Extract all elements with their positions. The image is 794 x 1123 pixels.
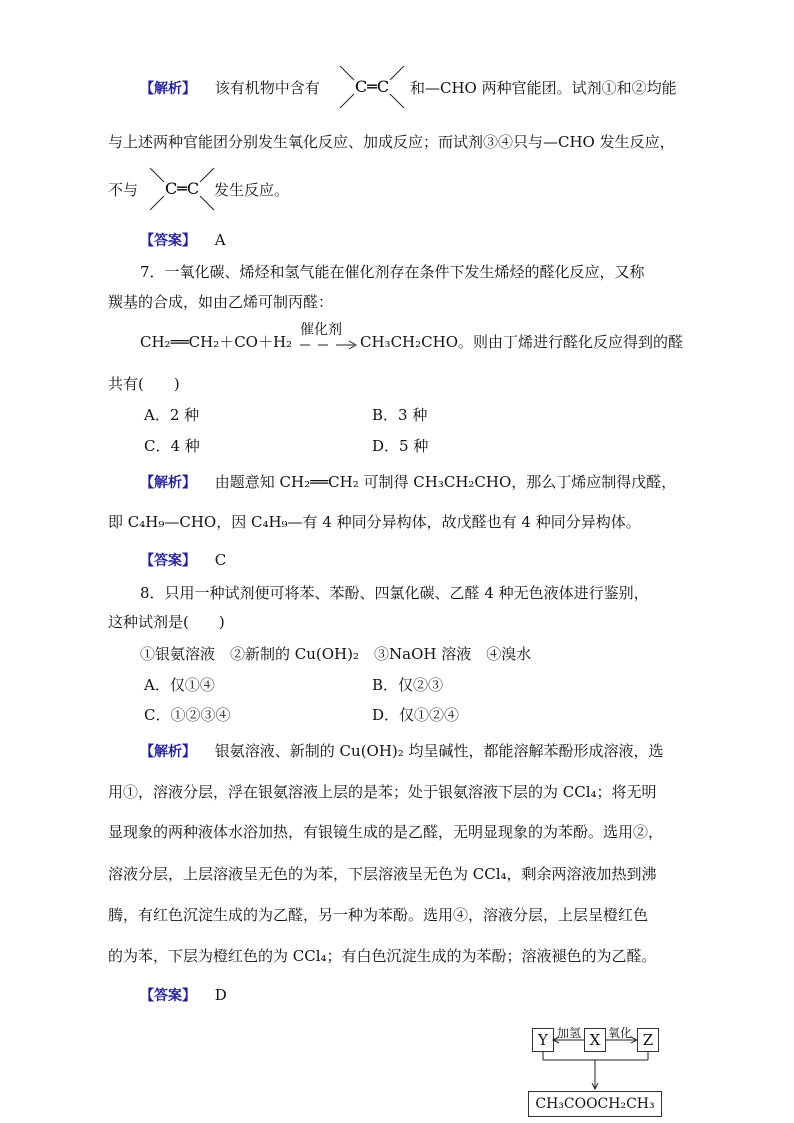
oxidation-label: 氧化: [608, 1026, 633, 1040]
q8-analysis-line-6: 的为苯，下层为橙红色的为 CCl₄；有白色沉淀生成的为苯酚；溶液褪色的为乙醛。: [108, 947, 657, 965]
q6-answer: A: [214, 231, 226, 249]
q7-stem-line-4: 共有( ): [108, 375, 180, 393]
q6-analysis-line-1: [140, 78, 320, 99]
alkene-structure-icon: [336, 62, 408, 112]
q7-equation-right: CH₃CH₂CHO。则由丁烯进行醛化反应得到的醛: [360, 333, 683, 351]
cc-label-2: C═C: [164, 179, 200, 198]
q7-analysis-text: 由题意知 CH₂══CH₂ 可制得 CH₃CH₂CHO，那么丁烯应制得戊醛，: [214, 473, 677, 491]
q8-option-b: B．仅②③: [372, 676, 444, 694]
q7-option-b: B．3 种: [372, 406, 428, 424]
q8-analysis-text: 银氨溶液、新制的 Cu(OH)₂ 均呈碱性，都能溶解苯酚形成溶液，选: [214, 742, 664, 760]
q6-analysis-line-3-pre: 不与: [108, 181, 139, 199]
hydrogenation-label: 加氢: [557, 1026, 582, 1040]
q6-analysis-text-post: 和—CHO 两种官能团。试剂①和②均能: [410, 79, 677, 97]
q8-analysis-line-3: 显现象的两种液体水浴加热，有银镜生成的是乙醛，无明显现象的为苯酚。选用②，: [108, 823, 664, 841]
q7-catalyst: 催化剂: [300, 322, 342, 338]
q8-analysis-line-1: [140, 741, 664, 762]
analysis-tag: 【解析】: [140, 81, 196, 97]
q7-stem-line-1: 7．一氧化碳、烯烃和氢气能在催化剂存在条件下发生烯烃的醛化反应，又称: [140, 263, 645, 281]
compound-z-box: Z: [637, 1028, 659, 1052]
analysis-tag: 【解析】: [140, 475, 196, 491]
diagram-arrows-icon: [520, 1036, 670, 1096]
q6-answer-line: [140, 230, 226, 251]
q8-option-d: D．仅①②④: [372, 706, 460, 724]
q6-analysis-line-3-post: 发生反应。: [214, 181, 290, 199]
q8-answer-line: [140, 985, 227, 1006]
alkene-structure-icon-2: [146, 164, 218, 214]
answer-tag: 【答案】: [140, 988, 196, 1004]
q7-stem-line-2: 羰基的合成，如由乙烯可制丙醛：: [108, 293, 334, 311]
compound-y-box: Y: [532, 1028, 554, 1052]
q8-stem-line-2: 这种试剂是( ): [108, 613, 225, 631]
q7-analysis-line-2: 即 C₄H₉—CHO，因 C₄H₉—有 4 种同分异构体，故戊醛也有 4 种同分异构体。: [108, 513, 641, 531]
reaction-arrow-icon: [298, 338, 360, 352]
q8-analysis-line-4: 溶液分层，上层溶液呈无色的为苯，下层溶液呈无色为 CCl₄，剩余两溶液加热到沸: [108, 865, 657, 883]
cc-label: C═C: [354, 77, 390, 96]
q8-option-c: C．①②③④: [144, 706, 231, 724]
q7-answer: C: [214, 551, 227, 569]
q7-option-d: D．5 种: [372, 437, 429, 455]
answer-tag: 【答案】: [140, 553, 196, 569]
q7-answer-line: [140, 550, 226, 571]
product-box: CH₃COOCH₂CH₃: [528, 1091, 662, 1117]
q7-analysis-line-1: [140, 472, 676, 493]
q7-option-a: A．2 种: [144, 406, 200, 424]
q8-answer: D: [214, 986, 227, 1004]
q8-stem-line-1: 8．只用一种试剂便可将苯、苯酚、四氯化碳、乙醛 4 种无色液体进行鉴别，: [140, 584, 649, 602]
q8-option-a: A．仅①④: [144, 676, 215, 694]
q7-equation-left: CH₂══CH₂＋CO＋H₂: [140, 333, 293, 351]
compound-x-box: X: [584, 1028, 606, 1052]
q8-analysis-line-2: 用①，溶液分层，浮在银氨溶液上层的是苯；处于银氨溶液下层的为 CCl₄；将无明: [108, 783, 657, 801]
analysis-tag: 【解析】: [140, 744, 196, 760]
answer-tag: 【答案】: [140, 233, 196, 249]
q7-option-c: C．4 种: [144, 437, 200, 455]
q8-analysis-line-5: 腾，有红色沉淀生成的为乙醛，另一种为苯酚。选用④，溶液分层，上层呈橙红色: [108, 906, 649, 924]
q8-reagents: ①银氨溶液 ②新制的 Cu(OH)₂ ③NaOH 溶液 ④溴水: [140, 645, 532, 663]
q6-analysis-text-pre: 该有机物中含有: [214, 79, 320, 97]
q6-analysis-line-2: 与上述两种官能团分别发生氧化反应、加成反应；而试剂③④只与—CHO 发生反应，: [108, 133, 675, 151]
